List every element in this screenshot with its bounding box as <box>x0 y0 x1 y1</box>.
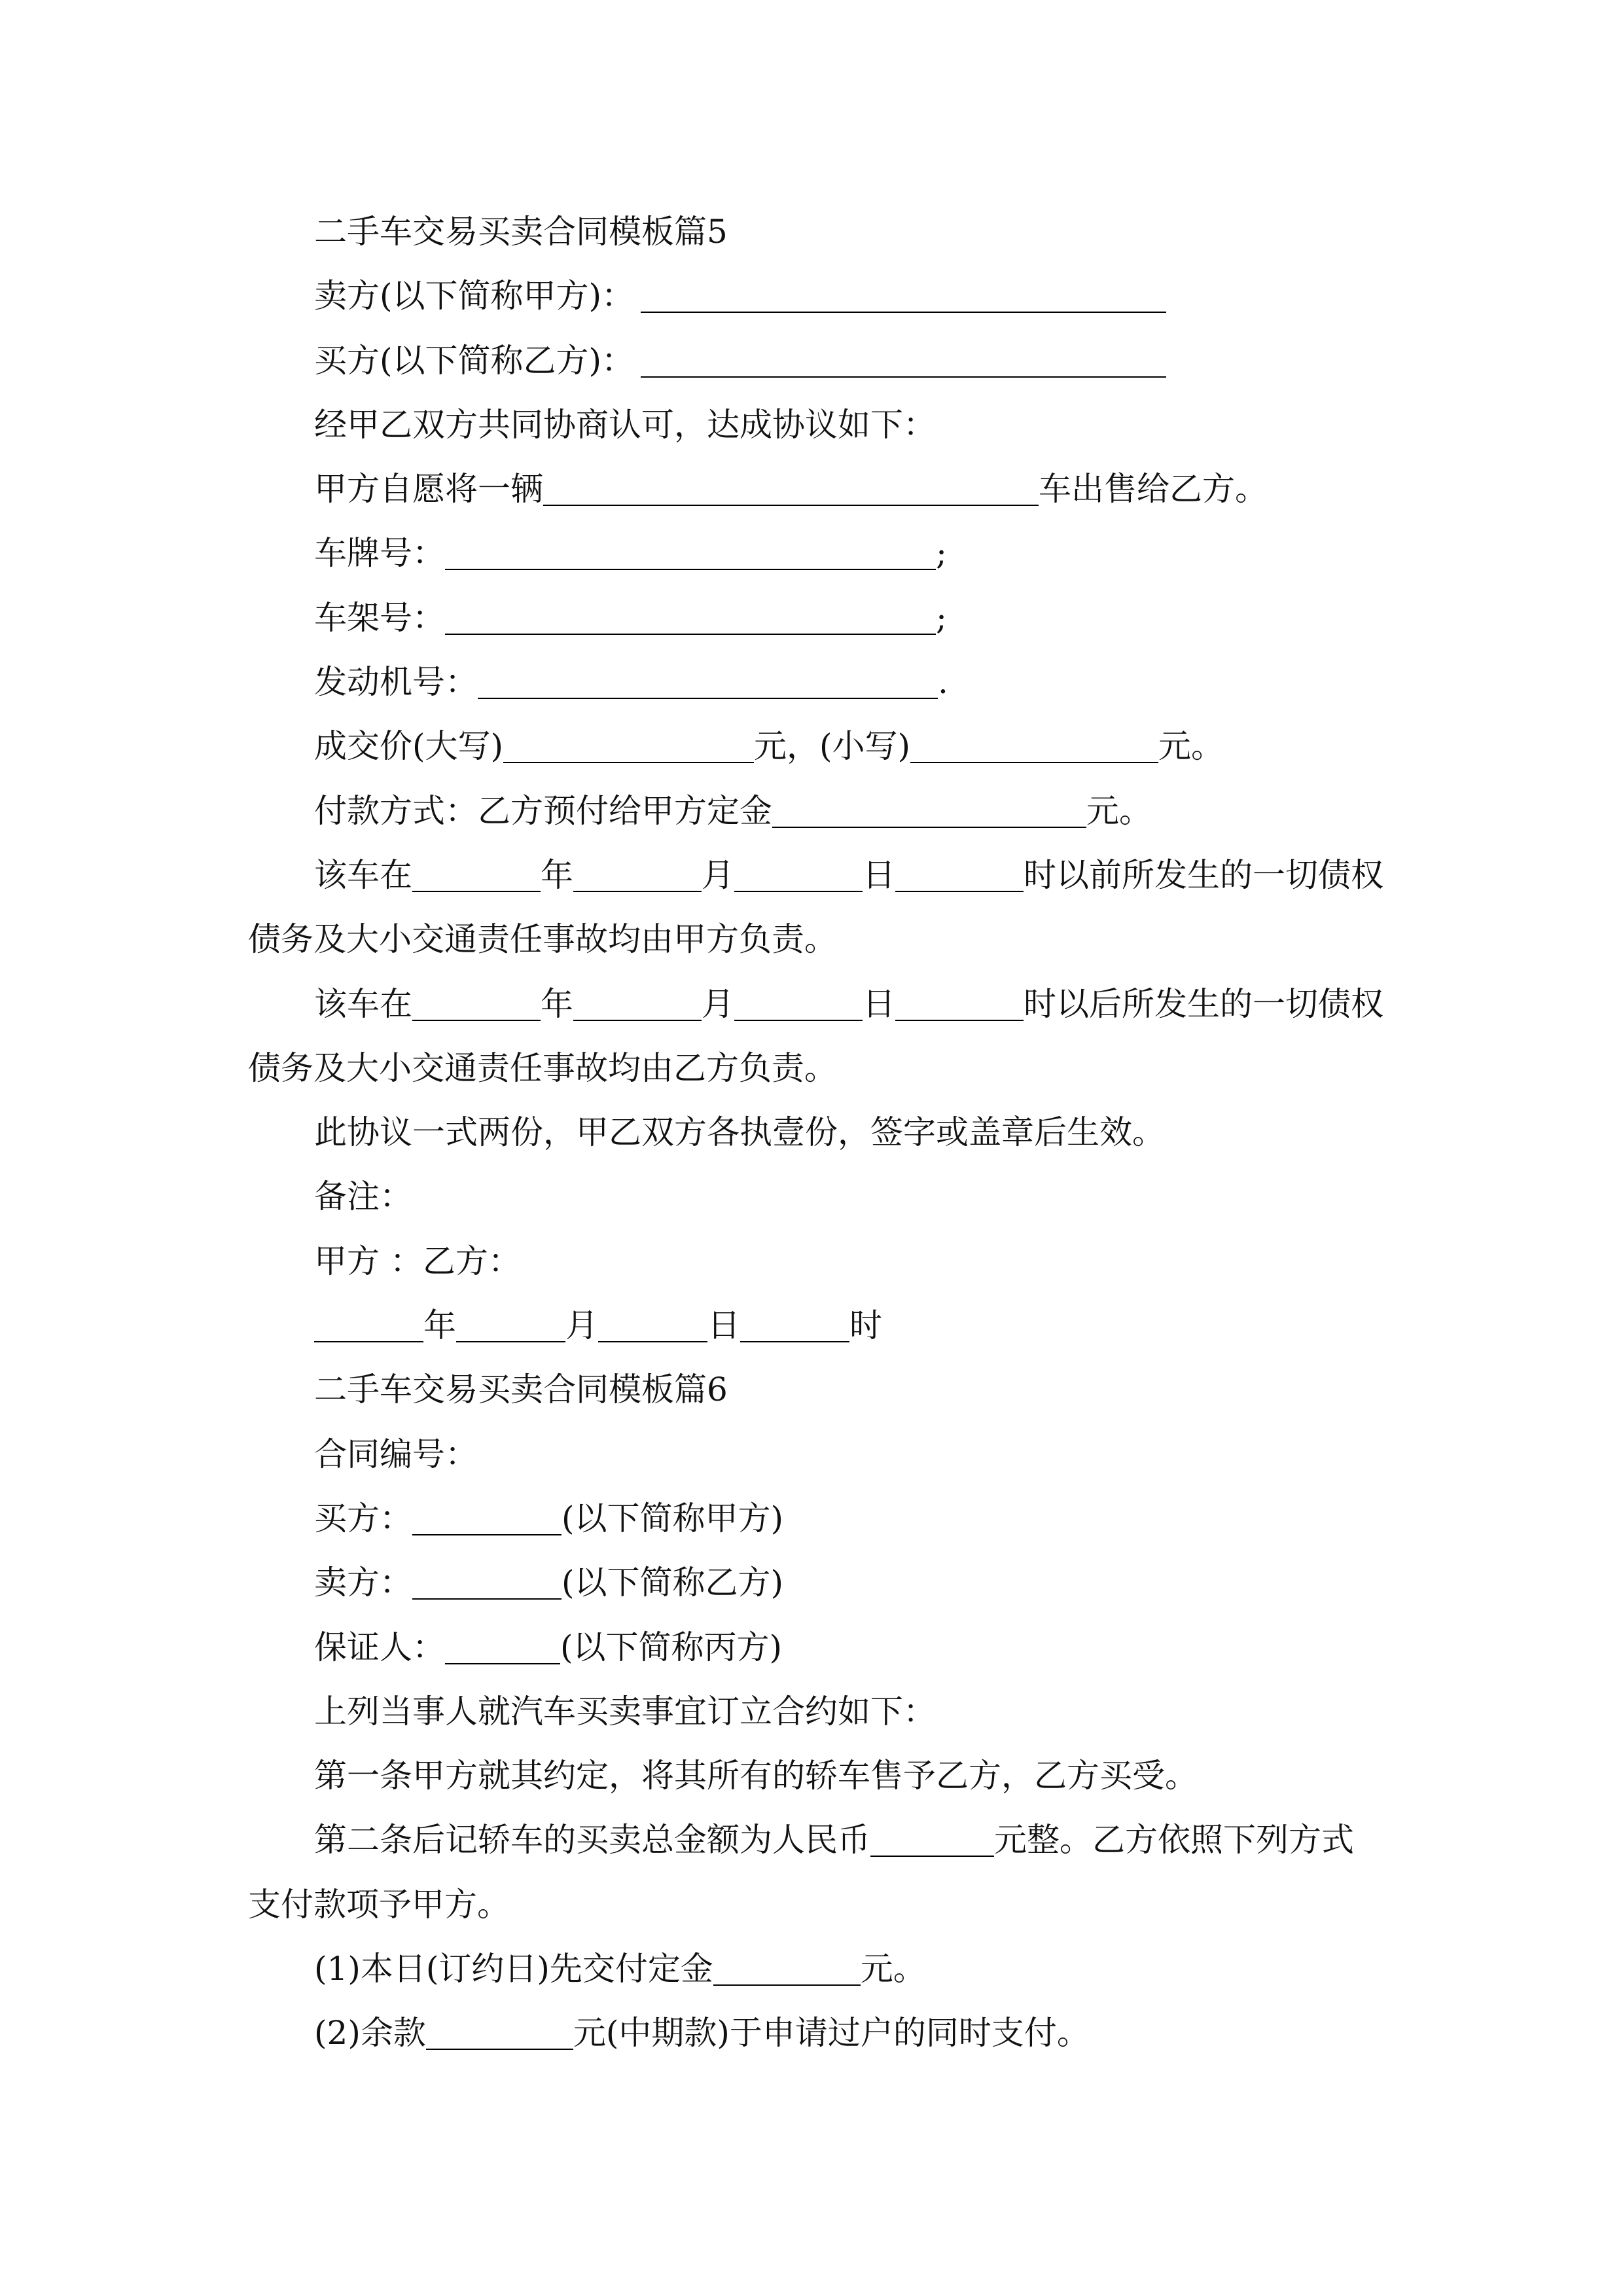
signature-line: 甲方 ：乙方： <box>314 1242 521 1280</box>
text: 月 <box>702 855 734 894</box>
hour-blank[interactable] <box>895 858 1024 892</box>
text: 该车在 <box>314 984 412 1023</box>
section-6-title: 二手车交易买卖合同模板篇6 <box>314 1371 728 1409</box>
seller-blank[interactable] <box>412 1566 562 1600</box>
seller-label: 卖方(以下简称甲方)： <box>314 277 635 315</box>
text: 买方： <box>314 1499 412 1537</box>
frame-blank[interactable] <box>445 601 936 635</box>
text: 月 <box>565 1306 598 1345</box>
article-2 <box>248 1808 1390 1872</box>
deposit-blank[interactable] <box>772 794 1086 828</box>
deposit-blank[interactable] <box>713 1952 861 1986</box>
engine-label: 发动机号： <box>314 663 478 702</box>
year-blank[interactable] <box>412 987 541 1021</box>
text: 月 <box>702 984 734 1023</box>
guarantor-blank[interactable] <box>445 1630 560 1664</box>
item-1 <box>248 1937 1390 2001</box>
text: ; <box>936 598 947 637</box>
before-line <box>248 843 1390 907</box>
contract-document <box>248 200 1390 2066</box>
year-blank[interactable] <box>412 858 541 892</box>
before-line-cont: 债务及大小交通责任事故均由甲方负责。 <box>248 920 837 959</box>
seller-blank[interactable] <box>641 279 1166 313</box>
text: 元。 <box>860 1950 926 1988</box>
text: 元。 <box>1086 791 1152 830</box>
text: 保证人： <box>314 1628 445 1666</box>
text: . <box>938 663 948 702</box>
month-blank[interactable] <box>573 858 702 892</box>
item-2 <box>248 2001 1390 2065</box>
text: ; <box>936 534 947 573</box>
hour-blank[interactable] <box>895 987 1024 1021</box>
vehicle-line <box>248 457 1390 521</box>
text: 付款方式：乙方预付给甲方定金 <box>314 791 772 830</box>
buyer-label: 买方(以下简称乙方)： <box>314 341 635 380</box>
day-blank[interactable] <box>734 858 863 892</box>
text: 年 <box>423 1306 456 1345</box>
agreement-intro: 经甲乙双方共同协商认可，达成协议如下： <box>314 405 936 444</box>
frame-label: 车架号： <box>314 598 445 637</box>
intro-line: 上列当事人就汽车买卖事宜订立合约如下： <box>314 1692 936 1731</box>
contract-number-line: 合同编号： <box>314 1435 478 1473</box>
guarantor-line <box>248 1615 1390 1679</box>
text: 卖方： <box>314 1564 412 1602</box>
plate-label: 车牌号： <box>314 534 445 573</box>
after-line <box>248 972 1390 1036</box>
plate-blank[interactable] <box>445 536 936 570</box>
day-blank[interactable] <box>734 987 863 1021</box>
seller-line <box>248 1551 1390 1615</box>
hour-blank[interactable] <box>740 1308 849 1342</box>
text: (以下简称丙方) <box>560 1628 783 1666</box>
article-1: 第一条甲方就其约定，将其所有的轿车售予乙方，乙方买受。 <box>314 1757 1198 1795</box>
after-line-cont: 债务及大小交通责任事故均由乙方负责。 <box>248 1049 837 1087</box>
buyer-line <box>248 1486 1390 1551</box>
text: 日 <box>863 855 895 894</box>
text: 元整。乙方依照下列方式 <box>994 1821 1354 1859</box>
text: 元，(小写) <box>754 727 911 766</box>
seller-line <box>248 264 1390 328</box>
plate-line <box>248 521 1390 585</box>
text: 日 <box>707 1306 740 1345</box>
text: (以下简称乙方) <box>562 1564 784 1602</box>
text: 元。 <box>1158 727 1224 766</box>
year-blank[interactable] <box>314 1308 423 1342</box>
text: 时以后所发生的一切债权 <box>1024 984 1383 1023</box>
price-upper-blank[interactable] <box>503 729 754 763</box>
text: 甲方自愿将一辆 <box>314 470 543 509</box>
engine-line <box>248 650 1390 714</box>
text: 日 <box>863 984 895 1023</box>
text: 年 <box>541 984 573 1023</box>
text: (1)本日(订约日)先交付定金 <box>314 1950 713 1988</box>
text: 该车在 <box>314 855 412 894</box>
buyer-blank[interactable] <box>412 1501 562 1535</box>
date-line <box>248 1293 1390 1357</box>
text: 时以前所发生的一切债权 <box>1024 855 1383 894</box>
month-blank[interactable] <box>456 1308 565 1342</box>
engine-blank[interactable] <box>478 665 938 699</box>
section-5-title: 二手车交易买卖合同模板篇5 <box>314 213 728 251</box>
text: (2)余款 <box>314 2014 426 2053</box>
article-2-cont: 支付款项予甲方。 <box>248 1885 510 1924</box>
text: 元(中期款)于申请过户的同时支付。 <box>573 2014 1090 2053</box>
text: 成交价(大写) <box>314 727 504 766</box>
price-line <box>248 714 1390 778</box>
buyer-blank[interactable] <box>641 344 1166 378</box>
text: 时 <box>849 1306 882 1345</box>
frame-line <box>248 586 1390 650</box>
text: (以下简称甲方) <box>562 1499 784 1537</box>
month-blank[interactable] <box>573 987 702 1021</box>
text: 车出售给乙方。 <box>1039 470 1268 509</box>
vehicle-blank[interactable] <box>543 472 1039 506</box>
copies-line: 此协议一式两份，甲乙双方各执壹份，签字或盖章后生效。 <box>314 1113 1165 1152</box>
text: 年 <box>541 855 573 894</box>
total-amount-blank[interactable] <box>870 1823 994 1857</box>
buyer-line <box>248 329 1390 393</box>
price-lower-blank[interactable] <box>910 729 1158 763</box>
payment-line <box>248 779 1390 843</box>
day-blank[interactable] <box>598 1308 707 1342</box>
remark-line: 备注： <box>314 1177 412 1216</box>
text: 第二条后记轿车的买卖总金额为人民币 <box>314 1821 870 1859</box>
balance-blank[interactable] <box>426 2016 573 2050</box>
